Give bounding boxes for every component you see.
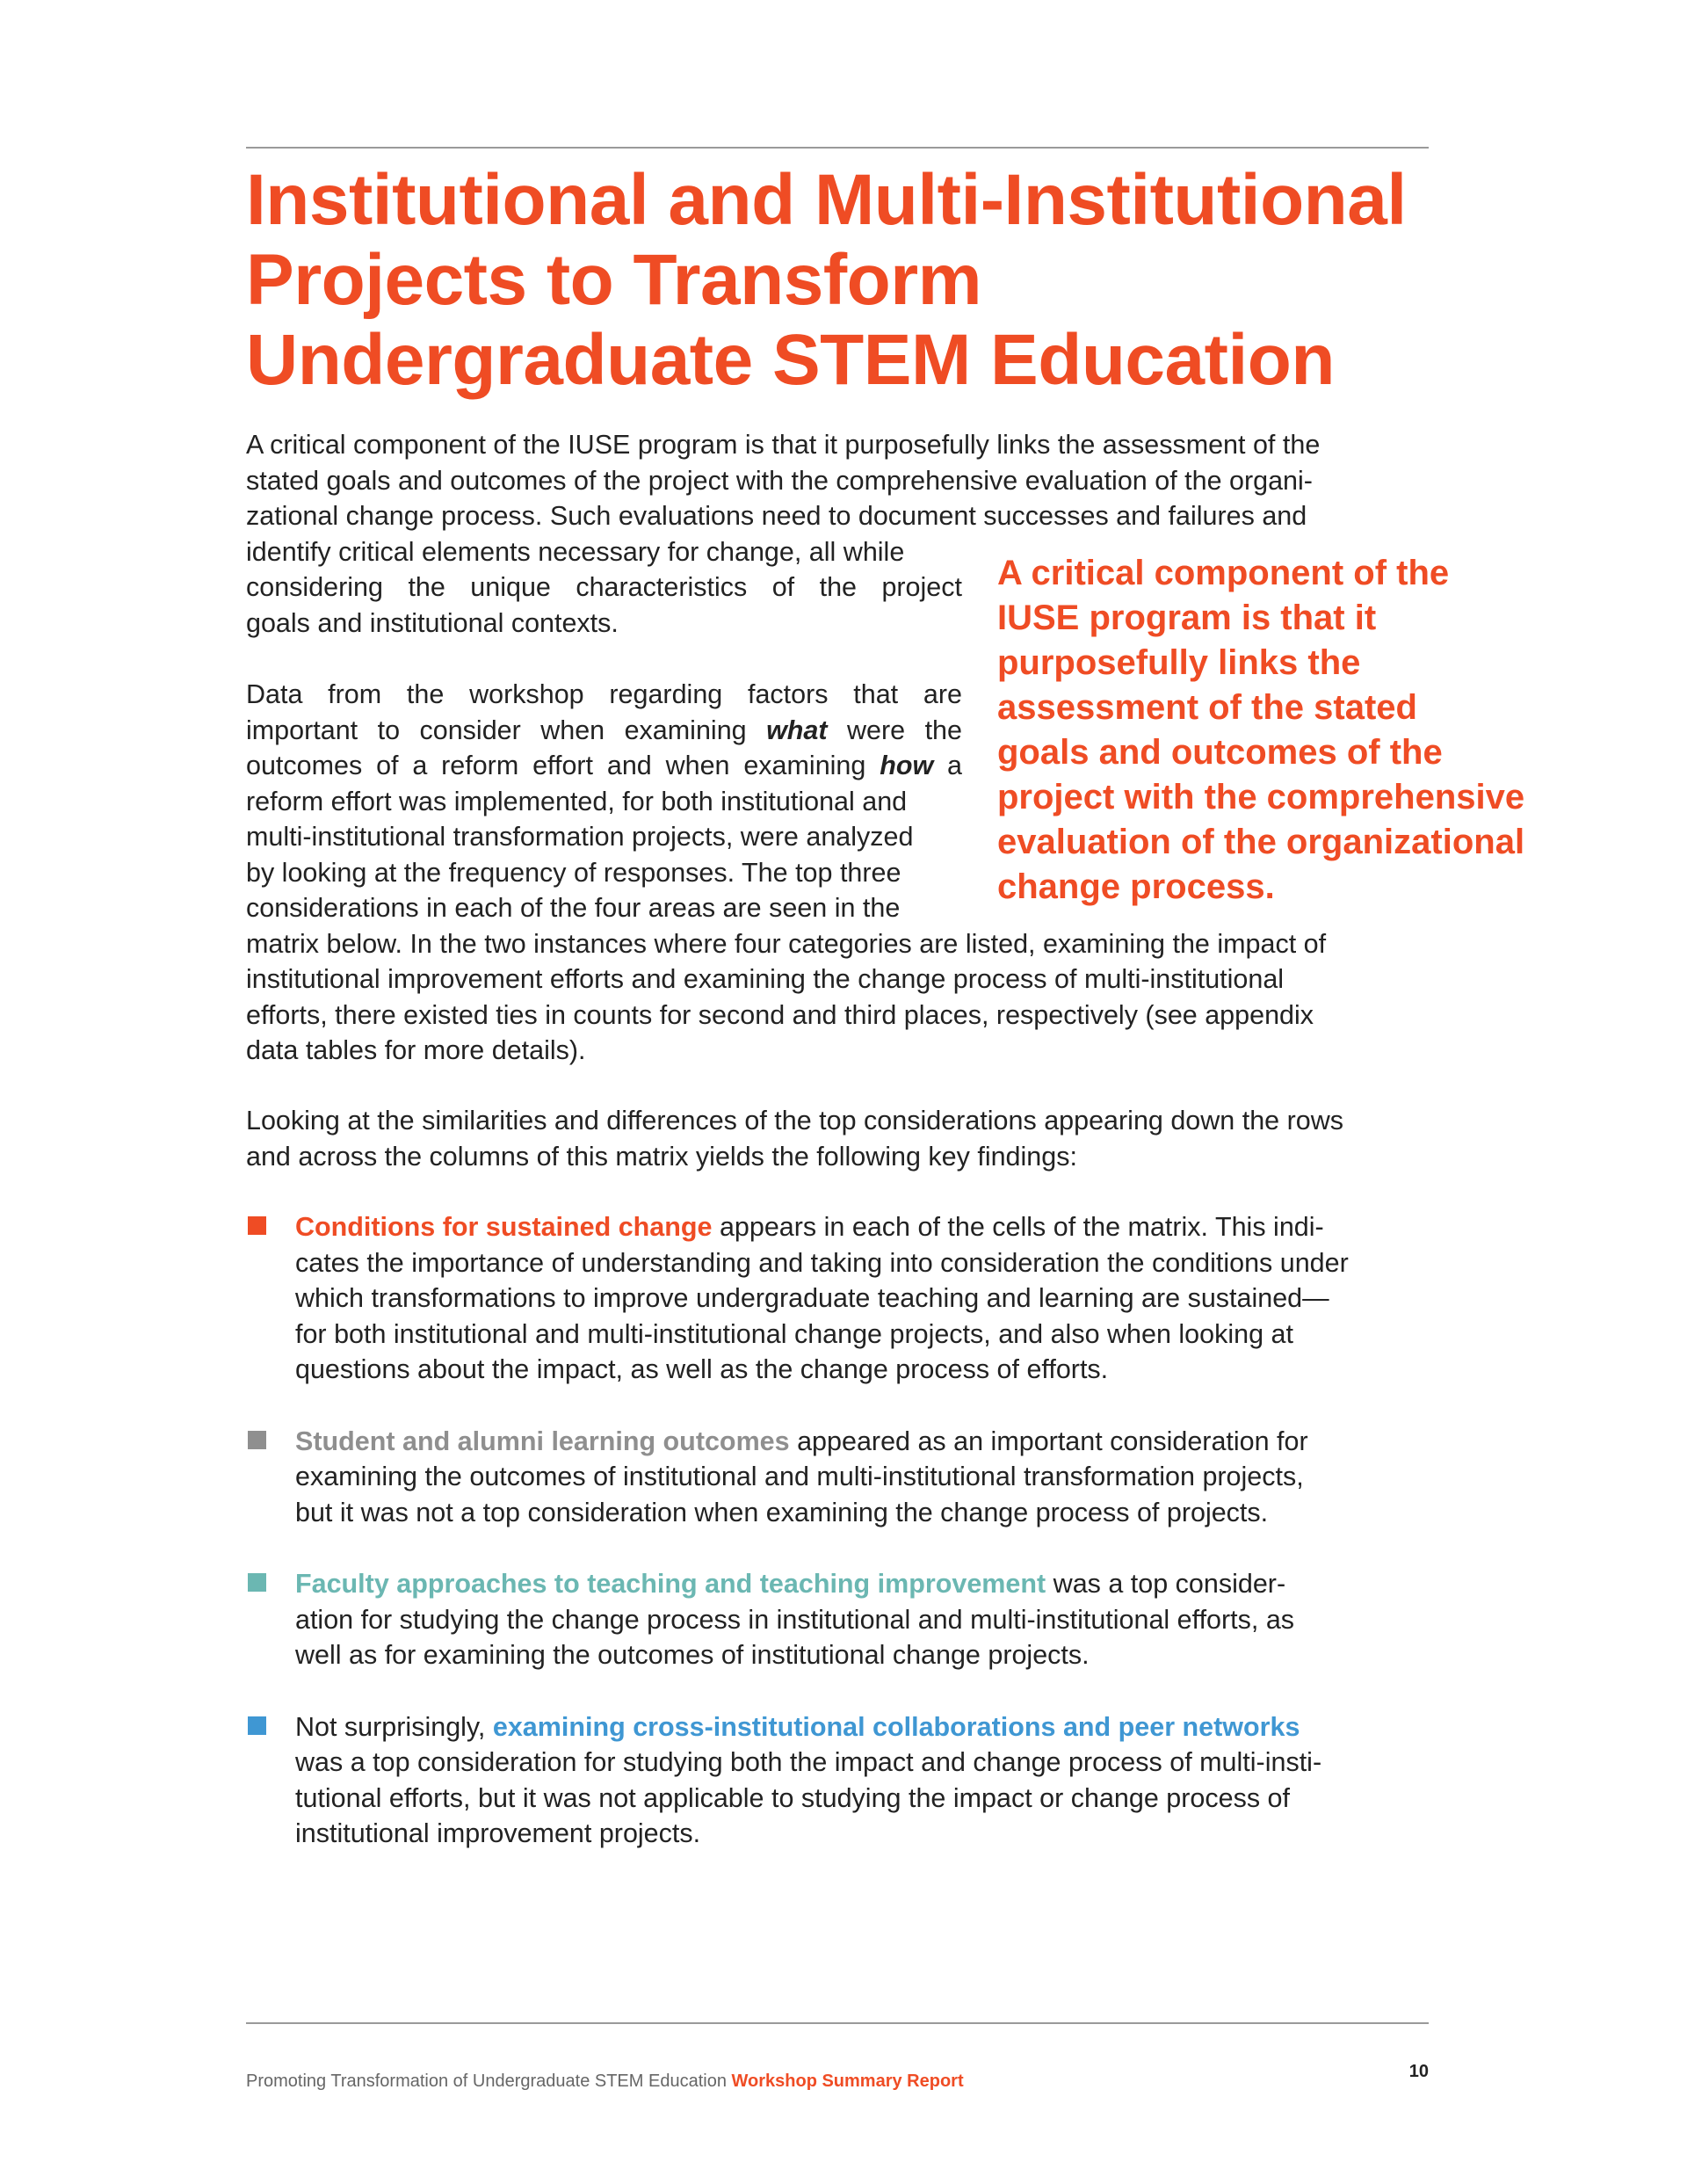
emphasis-how: how: [880, 751, 934, 780]
text-line: Data from the workshop regarding factors that are: [246, 679, 962, 709]
list-item: Faculty approaches to teaching and teaching improvement was a top consider- ation for studying the change process in institutional and multi-institutional efforts, as well as for examining the outcomes of institutional change projects.: [246, 1566, 1429, 1673]
text-line: Looking at the similarities and differences of the top considerations appearing down the rows: [246, 1106, 1343, 1136]
pull-quote: [997, 551, 1577, 910]
footer-accent: Workshop Summary Report: [731, 2072, 964, 2091]
text-line: institutional improvement efforts and examining the change process of multi-institutional: [246, 964, 1285, 994]
page-number: 10: [1408, 2062, 1429, 2081]
page-title: [246, 160, 1459, 400]
finding-highlight: Faculty approaches to teaching and teaching improvement: [295, 1569, 1046, 1599]
text-line: matrix below. In the two instances where four categories are listed, examining the impact of: [246, 928, 1327, 959]
pull-quote-line: project with the comprehensive: [997, 778, 1525, 816]
pull-quote-line: IUSE program is that it: [997, 599, 1377, 637]
text-line: multi-institutional transformation projects, were analyzed: [246, 822, 914, 852]
title-line: Projects to Transform: [246, 240, 982, 320]
text-line: outcomes of a reform effort and when examining how a: [246, 751, 962, 780]
text-line: considering the unique characteristics of the project: [246, 572, 962, 602]
footer: [246, 2072, 964, 2092]
text-line: by looking at the frequency of responses. The top three: [246, 857, 901, 888]
text-line: stated goals and outcomes of the project with the comprehensive evaluation of the organi-: [246, 465, 1313, 496]
text-line: which transformations to improve undergraduate teaching and learning are sustained—: [295, 1283, 1329, 1313]
gray-square-bullet-icon: [248, 1431, 266, 1449]
list-item: Not surprisingly, examining cross-institutional collaborations and peer networks was a top consideration for studying both the impact and change process of multi-insti- tutional efforts, but it was not applicable to studying the impact or change process of institutional improvement projects.: [246, 1709, 1429, 1852]
text-line: considerations in each of the four areas are seen in the: [246, 893, 901, 923]
text-line: important to consider when examining what were the: [246, 715, 962, 745]
text-line: institutional improvement projects.: [295, 1818, 701, 1848]
text-line: goals and institutional contexts.: [246, 607, 619, 638]
title-line: Undergraduate STEM Education: [246, 320, 1335, 400]
text-line: and across the columns of this matrix yields the following key findings:: [246, 1141, 1077, 1172]
blue-square-bullet-icon: [248, 1716, 266, 1735]
top-rule: [246, 147, 1429, 149]
key-findings-list: [246, 1209, 1429, 1888]
pull-quote-line: goals and outcomes of the: [997, 733, 1443, 772]
teal-square-bullet-icon: [248, 1573, 266, 1592]
text-line: A critical component of the IUSE program is that it purposefully links the assessment of the: [246, 430, 1321, 460]
list-item: Conditions for sustained change appears in each of the cells of the matrix. This indi- cates the importance of understanding and taking into consideration the conditions under which transformations to improve undergraduate teaching and learning are sustained— for both institutional and multi-institutional change projects, and also when looking at questions about the impact, as well as the change process of efforts.: [246, 1209, 1429, 1388]
footer-text: Promoting Transformation of Undergraduate STEM Education: [246, 2072, 732, 2091]
text-line: data tables for more details).: [246, 1035, 586, 1065]
text-line: for both institutional and multi-institutional change projects, and also when looking at: [295, 1318, 1293, 1349]
pull-quote-line: evaluation of the organizational: [997, 823, 1525, 861]
pull-quote-line: A critical component of the: [997, 554, 1450, 592]
text-line: examining the outcomes of institutional and multi-institutional transformation projects,: [295, 1462, 1304, 1491]
bottom-rule: [246, 2022, 1429, 2024]
pull-quote-line: assessment of the stated: [997, 688, 1417, 727]
text-line: tutional efforts, but it was not applicable to studying the impact or change process of: [295, 1782, 1290, 1813]
text-line: efforts, there existed ties in counts for second and third places, respectively (see appendix: [246, 999, 1314, 1030]
pull-quote-line: purposefully links the: [997, 643, 1361, 682]
finding-highlight: Student and alumni learning outcomes: [295, 1426, 790, 1456]
text-line: questions about the impact, as well as the change process of efforts.: [295, 1354, 1109, 1384]
orange-square-bullet-icon: [248, 1216, 266, 1235]
findings-intro-paragraph: [246, 1103, 1429, 1174]
text-line: cates the importance of understanding and taking into consideration the conditions under: [295, 1247, 1349, 1278]
text-line: zational change process. Such evaluations need to document successes and failures and: [246, 501, 1307, 531]
text-line: but it was not a top consideration when examining the change process of projects.: [295, 1497, 1269, 1527]
title-line: Institutional and Multi-Institutional: [246, 160, 1407, 240]
finding-highlight: Conditions for sustained change: [295, 1212, 713, 1242]
list-item: Student and alumni learning outcomes appeared as an important consideration for examining the outcomes of institutional and multi-institutional transformation projects, but it was not a top consideration when examining the change process of projects.: [246, 1424, 1429, 1531]
pull-quote-line: change process.: [997, 867, 1275, 906]
finding-highlight: examining cross-institutional collaborations and peer networks: [492, 1711, 1300, 1742]
text-line: was a top consideration for studying both the impact and change process of multi-insti-: [295, 1747, 1322, 1777]
text-line: reform effort was implemented, for both institutional and: [246, 786, 908, 816]
text-line: well as for examining the outcomes of institutional change projects.: [295, 1640, 1090, 1670]
text-line: identify critical elements necessary for change, all while: [246, 536, 905, 567]
text-line: ation for studying the change process in institutional and multi-institutional efforts, as: [295, 1604, 1295, 1635]
emphasis-what: what: [766, 715, 828, 745]
